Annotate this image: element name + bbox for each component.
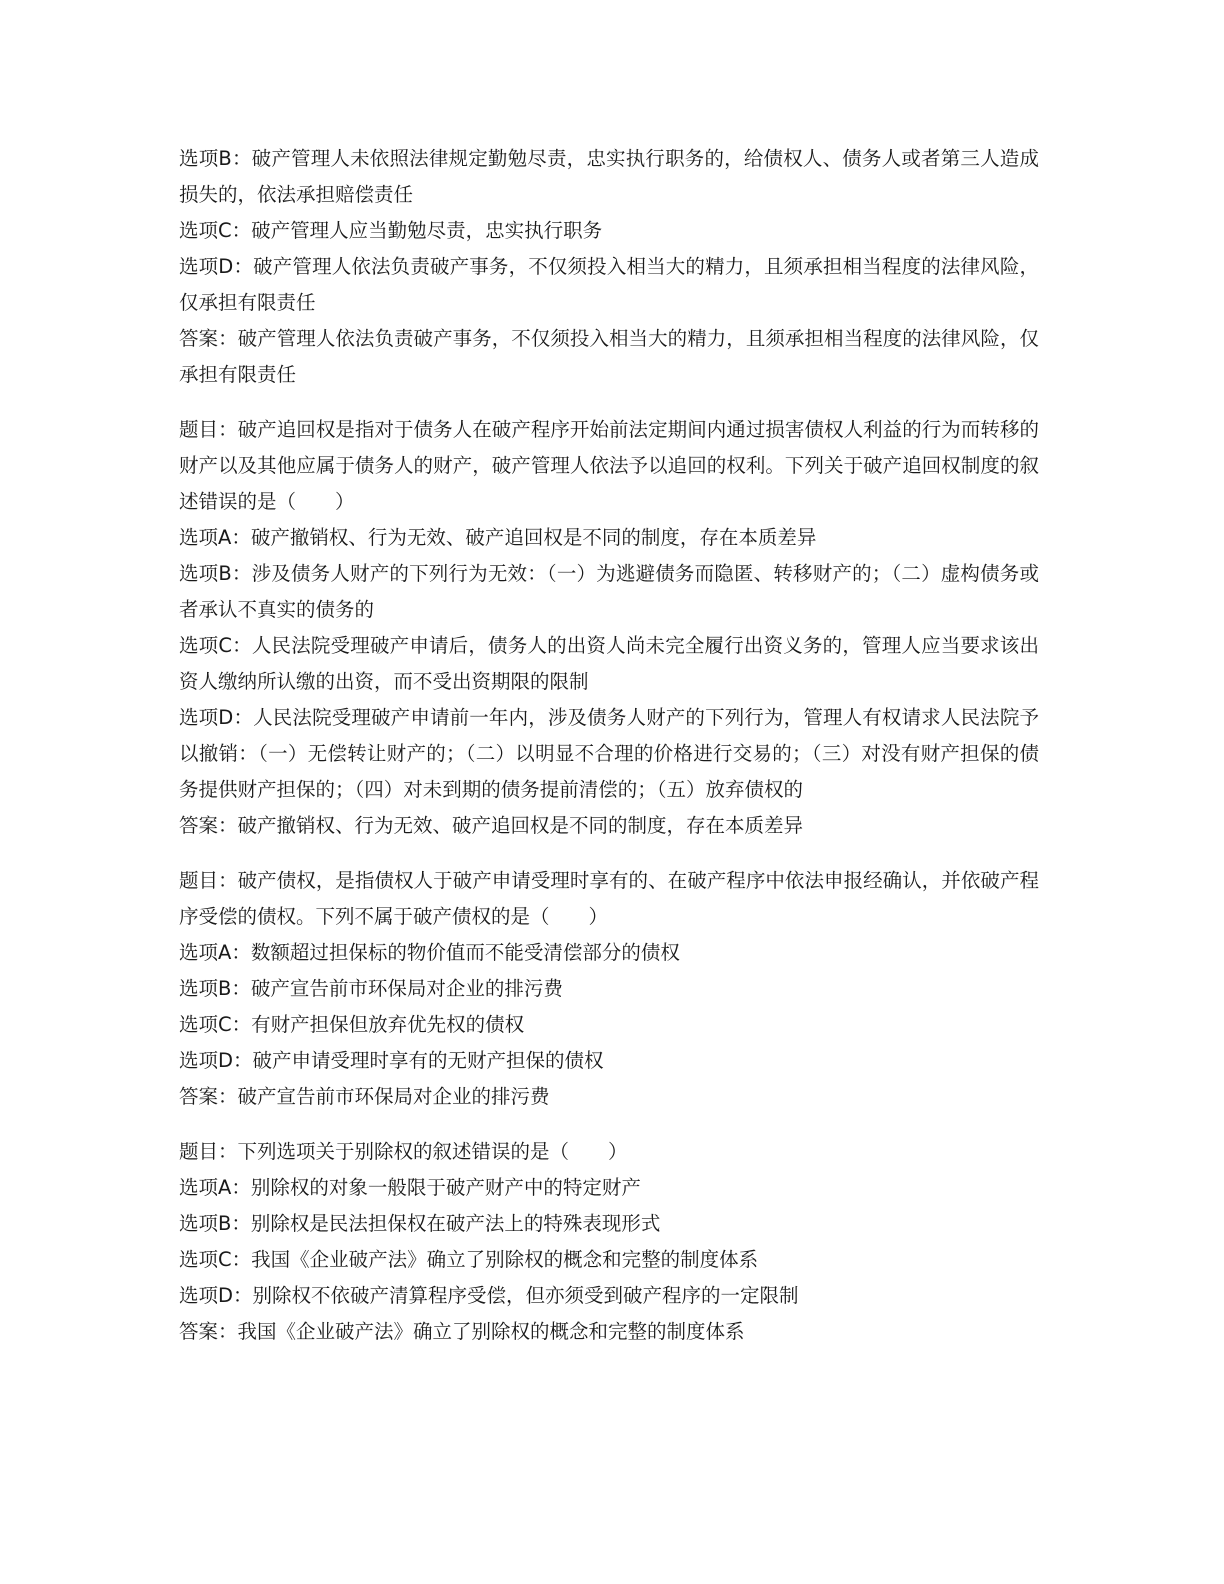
question-block-2: [179, 412, 1039, 844]
option-a: 选项A：数额超过担保标的物价值而不能受清偿部分的债权: [179, 941, 680, 964]
option-a: 选项A：别除权的对象一般限于破产财产中的特定财产: [179, 1176, 641, 1199]
option-b: 选项B：涉及债务人财产的下列行为无效：（一）为逃避债务而隐匿、转移财产的；（二）虚构债务或者承认不真实的债务的: [179, 562, 1039, 621]
answer: 答案：破产撤销权、行为无效、破产追回权是不同的制度，存在本质差异: [179, 814, 804, 837]
question-block-4: [179, 1134, 1039, 1350]
answer: 答案：破产宣告前市环保局对企业的排污费: [179, 1085, 550, 1108]
option-d: 选项D：破产申请受理时享有的无财产担保的债权: [179, 1049, 604, 1072]
option-d: 选项D：别除权不依破产清算程序受偿，但亦须受到破产程序的一定限制: [179, 1284, 799, 1307]
answer: 答案：破产管理人依法负责破产事务，不仅须投入相当大的精力，且须承担相当程度的法律风险，仅承担有限责任: [179, 327, 1039, 386]
question-title: 题目：破产追回权是指对于债务人在破产程序开始前法定期间内通过损害债权人利益的行为而转移的财产以及其他应属于债务人的财产，破产管理人依法予以追回的权利。下列关于破产追回权制度的叙述错误的是（ ）: [179, 418, 1039, 513]
question-title: 题目：破产债权，是指债权人于破产申请受理时享有的、在破产程序中依法申报经确认，并依破产程序受偿的债权。下列不属于破产债权的是（ ）: [179, 869, 1039, 928]
option-a: 选项A：破产撤销权、行为无效、破产追回权是不同的制度，存在本质差异: [179, 526, 817, 549]
option-c: 选项C：破产管理人应当勤勉尽责，忠实执行职务: [179, 219, 603, 242]
option-c: 选项C：我国《企业破产法》确立了别除权的概念和完整的制度体系: [179, 1248, 759, 1271]
option-b: 选项B：别除权是民法担保权在破产法上的特殊表现形式: [179, 1212, 661, 1235]
answer: 答案：我国《企业破产法》确立了别除权的概念和完整的制度体系: [179, 1320, 745, 1343]
question-block-3: [179, 863, 1039, 1115]
option-c: 选项C：有财产担保但放弃优先权的债权: [179, 1013, 525, 1036]
document-page: [179, 141, 1039, 1369]
question-block-1: [179, 141, 1039, 393]
option-b: 选项B：破产管理人未依照法律规定勤勉尽责，忠实执行职务的，给债权人、债务人或者第三人造成损失的，依法承担赔偿责任: [179, 147, 1039, 206]
question-title: 题目：下列选项关于别除权的叙述错误的是（ ）: [179, 1140, 628, 1163]
option-b: 选项B：破产宣告前市环保局对企业的排污费: [179, 977, 563, 1000]
option-c: 选项C：人民法院受理破产申请后，债务人的出资人尚未完全履行出资义务的，管理人应当要求该出资人缴纳所认缴的出资，而不受出资期限的限制: [179, 634, 1039, 693]
option-d: 选项D：破产管理人依法负责破产事务，不仅须投入相当大的精力，且须承担相当程度的法律风险，仅承担有限责任: [179, 255, 1039, 314]
option-d: 选项D：人民法院受理破产申请前一年内，涉及债务人财产的下列行为，管理人有权请求人民法院予以撤销：（一）无偿转让财产的；（二）以明显不合理的价格进行交易的；（三）对没有财产担保的债务提供财产担保的；（四）对未到期的债务提前清偿的；（五）放弃债权的: [179, 706, 1039, 801]
